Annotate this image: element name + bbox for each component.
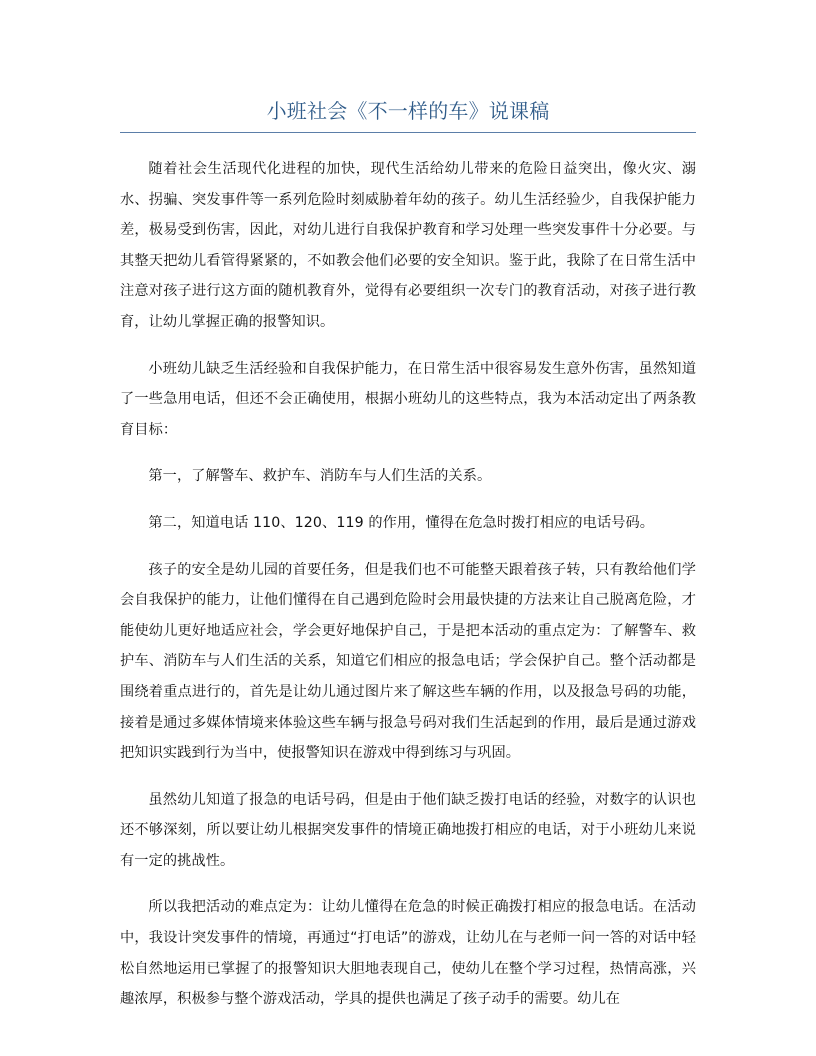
title-underline: [120, 132, 696, 133]
paragraph-key-point: 孩子的安全是幼儿园的首要任务，但是我们也不可能整天跟着孩子转，只有教给他们学会自我保护的能力，让他们懂得在自己遇到危险时会用最快捷的方法来让自己脱离危险，才能使幼儿更好地适应社会，学会更好地保护自己，于是把本活动的重点定为：了解警车、救护车、消防车与人们生活的关系，知道它们相应的报急电话；学会保护自己。整个活动都是围绕着重点进行的，首先是让幼儿通过图片来了解这些车辆的作用，以及报急号码的功能，接着是通过多媒体情境来体验这些车辆与报急号码对我们生活起到的作用，最后是通过游戏把知识实践到行为当中，使报警知识在游戏中得到练习与巩固。: [120, 561, 696, 762]
document-title: 小班社会《不一样的车》说课稿: [266, 99, 550, 123]
paragraph-goals-intro: 小班幼儿缺乏生活经验和自我保护能力，在日常生活中很容易发生意外伤害，虽然知道了一些急用电话，但还不会正确使用，根据小班幼儿的这些特点，我为本活动定出了两条教育目标：: [120, 360, 696, 438]
paragraph-goal-two: 第二，知道电话 110、120、119 的作用，懂得在危急时拨打相应的电话号码。: [148, 514, 655, 531]
paragraph-goal-one: 第一，了解警车、救护车、消防车与人们生活的关系。: [148, 468, 492, 485]
paragraph-intro: 随着社会生活现代化进程的加快，现代生活给幼儿带来的危险日益突出，像火灾、溺水、拐骗、突发事件等一系列危险时刻威胁着年幼的孩子。幼儿生活经验少，自我保护能力差，极易受到伤害，因此，对幼儿进行自我保护教育和学习处理一些突发事件十分必要。与其整天把幼儿看管得紧紧的，不如教会他们必要的安全知识。鉴于此，我除了在日常生活中注意对孩子进行这方面的随机教育外，觉得有必要组织一次专门的教育活动，对孩子进行教育，让幼儿掌握正确的报警知识。: [120, 161, 696, 330]
paragraph-challenge: 虽然幼儿知道了报急的电话号码，但是由于他们缺乏拨打电话的经验，对数字的认识也还不够深刻，所以要让幼儿根据突发事件的情境正确地拨打相应的电话，对于小班幼儿来说有一定的挑战性。: [120, 791, 696, 869]
paragraph-difficulty: 所以我把活动的难点定为：让幼儿懂得在危急的时候正确拨打相应的报急电话。在活动中，我设计突发事件的情境，再通过“打电话”的游戏，让幼儿在与老师一问一答的对话中轻松自然地运用已掌握了的报警知识大胆地表现自己，使幼儿在整个学习过程，热情高涨，兴趣浓厚，积极参与整个游戏活动，学具的提供也满足了孩子动手的需要。幼儿在: [120, 899, 696, 1008]
document-body: [120, 154, 696, 1031]
